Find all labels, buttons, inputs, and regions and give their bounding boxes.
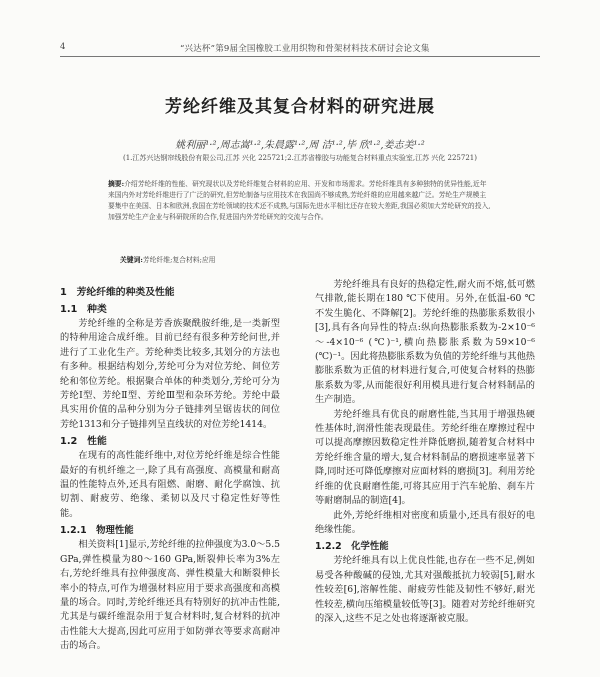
section-heading: 1 芳纶纤维的种类及性能 [60,287,175,298]
keywords-label: 关键词: [120,256,143,264]
paragraph: 芳纶纤维的全称是芳香族聚酰胺纤维,是一类新型的特种用途合成纤维。目前已经有很多种芳纶问世,并进行了工业化生产。芳纶种类比较多,其划分的方法也有多种。根据结构划分,芳纶可分为对位芳纶、间位芳纶和邻位芳纶。根据聚合单体的种类划分,芳纶可分为芳纶Ⅰ型、芳纶Ⅱ型、芳纶Ⅲ型和杂环芳纶。芳纶中最具实用价值的品种分别为分子链排列呈锯齿状的间位芳纶1313和分子链排列呈直线状的对位芳纶1414。 [60,318,280,430]
paragraph: 在现有的高性能纤维中,对位芳纶纤维是综合性能最好的有机纤维之一,除了具有高强度、高模量和耐高温的性能特点外,还具有阻燃、耐磨、耐化学腐蚀、抗切割、耐疲劳、绝缘、柔韧以及尺寸稳定性好等性能。 [60,450,280,519]
abstract [108,179,492,223]
paragraph: 芳纶纤维具有以上优良性能,也存在一些不足,例如易受各种酸碱的侵蚀,尤其对强酸抵抗力较弱[5],耐水性较差[6],溶解性能、耐疲劳性能及韧性不够好,耐光性较差,横向压缩模量较低等[3]。随着对芳纶纤维研究的深入,这些不足之处也将逐渐被克服。 [315,555,535,624]
paragraph: 芳纶纤维具有优良的耐磨性能,当其用于增强热硬性基体时,润滑性能表现最佳。芳纶纤维在摩擦过程中可以提高摩擦因数稳定性并降低磨损,随着复合材料中芳纶纤维含量的增大,复合材料制品的磨损速率显著下降,同时还可降低摩擦对应面材料的磨损[3]。利用芳纶纤维的优良耐磨性能,可将其应用于汽车轮胎、刹车片等耐磨制品的制造[4]。 [315,408,535,507]
keywords [120,255,492,266]
section-heading: 1.2.2 化学性能 [315,541,389,553]
paragraph: 此外,芳纶纤维相对密度和质量小,还具有很好的电绝缘性能。 [315,509,535,535]
author-list: 姚利丽¹·²,周志嵩¹·²,朱晨露¹·²,周 洁¹·²,毕 欣¹·²,姜志美¹·² [175,140,425,151]
section-heading: 1.2 性能 [60,436,107,448]
affiliation: (1.江苏兴达钢帘线股份有限公司,江苏 兴化 225721;2.江苏省橡胶与功能复合材料重点实验室,江苏 兴化 225721) [123,154,477,162]
abstract-text: 介绍芳纶纤维的性能、研究现状以及芳纶纤维复合材料的应用、开发和市场需求。芳纶纤维具有多种独特的优异性能,近年来国内外对芳纶纤维进行了广泛的研究,但芳纶制备与应用技术在我国尚不够成熟,芳纶纤维的应用越来越广泛。芳纶生产规模主要集中在美国、日本和欧洲,我国在芳纶领域的技术还不成熟,与国际先进水平相比还存在较大差距,我国必须加大芳纶研究的投入,加强芳纶生产企业与科研院所的合作,促进国内外芳纶研究的交流与合作。 [108,180,491,221]
left-column [60,283,280,654]
keywords-text: 芳纶纤维;复合材料;应用 [142,256,216,264]
page-number: 4 [60,42,66,52]
running-title: “兴达杯”第9届全国橡胶工业用织物和骨架材料技术研讨会论文集 [180,44,430,54]
running-header [60,42,540,57]
paragraph: 相关资料[1]显示,芳纶纤维的拉伸强度为3.0～5.5 GPa,弹性模量为80～160 GPa,断裂伸长率为3%左右,芳纶纤维具有拉伸强度高、弹性模量大和断裂伸长率小的特点,可作为增强材料应用于要求高强度和高模量的场合。同时,芳纶纤维还具有特别好的抗冲击性能,尤其是与碳纤维混杂用于复合材料时,复合材料的抗冲击性能大大提高,因此可应用于如防弹衣等要求高耐冲击的场合。 [60,539,280,652]
right-column [315,278,535,626]
paper-title: 芳纶纤维及其复合材料的研究进展 [165,97,435,117]
abstract-label: 摘要: [108,180,125,188]
section-heading: 1.1 种类 [60,304,107,315]
section-heading: 1.2.1 物理性能 [60,525,134,537]
paragraph: 芳纶纤维具有良好的热稳定性,耐火而不熔,低可燃气排散,能长期在180 ℃下使用。另外,在低温-60 ℃不发生脆化、不降解[2]。芳纶纤维的热膨胀系数很小[3],具有各向异性的特点:纵向热膨胀系数为-2×10⁻⁶～-4×10⁻⁶ (℃)⁻¹,横向热膨胀系数为59×10⁻⁶ (℃)⁻¹。因此将热膨胀系数为负值的芳纶纤维与其他热膨胀系数为正值的材料进行复合,可使复合材料的热膨胀系数为零,从而能很好利用模具进行复合材料制品的生产制造。 [315,279,535,406]
